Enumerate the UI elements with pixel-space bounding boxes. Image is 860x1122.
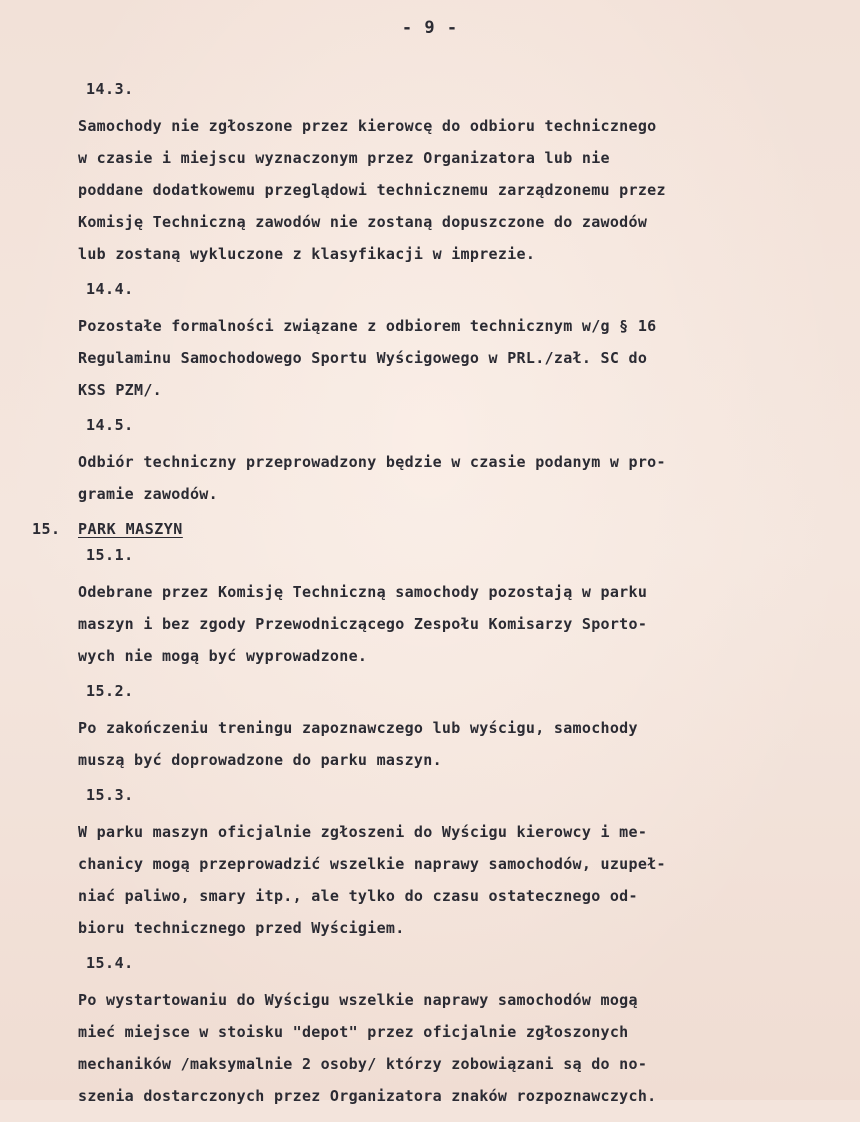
paragraph-number: 14.3. — [86, 80, 134, 98]
section-15-3 — [78, 786, 828, 944]
section-14-3 — [78, 80, 828, 270]
paragraph-number: 15.2. — [86, 682, 134, 700]
section-15-1 — [78, 546, 828, 672]
paragraph-number: 15.1. — [86, 546, 134, 564]
paragraph-number: 15.3. — [86, 786, 134, 804]
paragraph-text: Po wystartowaniu do Wyścigu wszelkie naprawy samochodów mogą mieć miejsce w stoisku "depot" przez oficjalnie zgłoszonych mechaników /maksymalnie 2 osoby/ którzy zobowiązani są do no- szenia dostarczonych przez Organizatora znaków rozpoznawczych. — [78, 991, 657, 1105]
paragraph-text: Odbiór techniczny przeprowadzony będzie w czasie podanym w pro- gramie zawodów. — [78, 453, 666, 503]
paragraph-text: Odebrane przez Komisję Techniczną samochody pozostają w parku maszyn i bez zgody Przewodniczącego Zespołu Komisarzy Sporto- wych nie mogą być wyprowadzone. — [78, 583, 648, 665]
section-14-5 — [78, 416, 828, 510]
paragraph-number: 14.4. — [86, 280, 134, 298]
paragraph-text: W parku maszyn oficjalnie zgłoszeni do Wyścigu kierowcy i me- chanicy mogą przeprowadzić wszelkie naprawy samochodów, uzupeł- niać paliwo, smary itp., ale tylko do czasu ostatecznego od- bioru technicznego przed Wyścigiem. — [78, 823, 666, 937]
paragraph-text: Po zakończeniu treningu zapoznawczego lub wyścigu, samochody muszą być doprowadzone do parku maszyn. — [78, 719, 638, 769]
section-15-4 — [78, 954, 828, 1112]
page-number: - 9 - — [401, 18, 459, 38]
section-15-2 — [78, 682, 828, 776]
paragraph-text: Samochody nie zgłoszone przez kierowcę do odbioru technicznego w czasie i miejscu wyznaczonym przez Organizatora lub nie poddane dodatkowemu przeglądowi technicznemu zarządzonemu przez Komisję Techniczną zawodów nie zostaną dopuszczone do zawodów lub zostaną wykluczone z klasyfikacji w imprezie. — [78, 117, 666, 263]
document-body — [32, 80, 828, 1122]
chapter-heading — [32, 520, 828, 538]
chapter-title: PARK MASZYN — [78, 520, 183, 538]
paragraph-number: 15.4. — [86, 954, 134, 972]
paragraph-text: Pozostałe formalności związane z odbiorem technicznym w/g § 16 Regulaminu Samochodowego Sportu Wyścigowego w PRL./zał. SC do KSS PZM/. — [78, 317, 657, 399]
chapter-number: 15. — [32, 520, 61, 538]
paragraph-number: 14.5. — [86, 416, 134, 434]
section-14-4 — [78, 280, 828, 406]
